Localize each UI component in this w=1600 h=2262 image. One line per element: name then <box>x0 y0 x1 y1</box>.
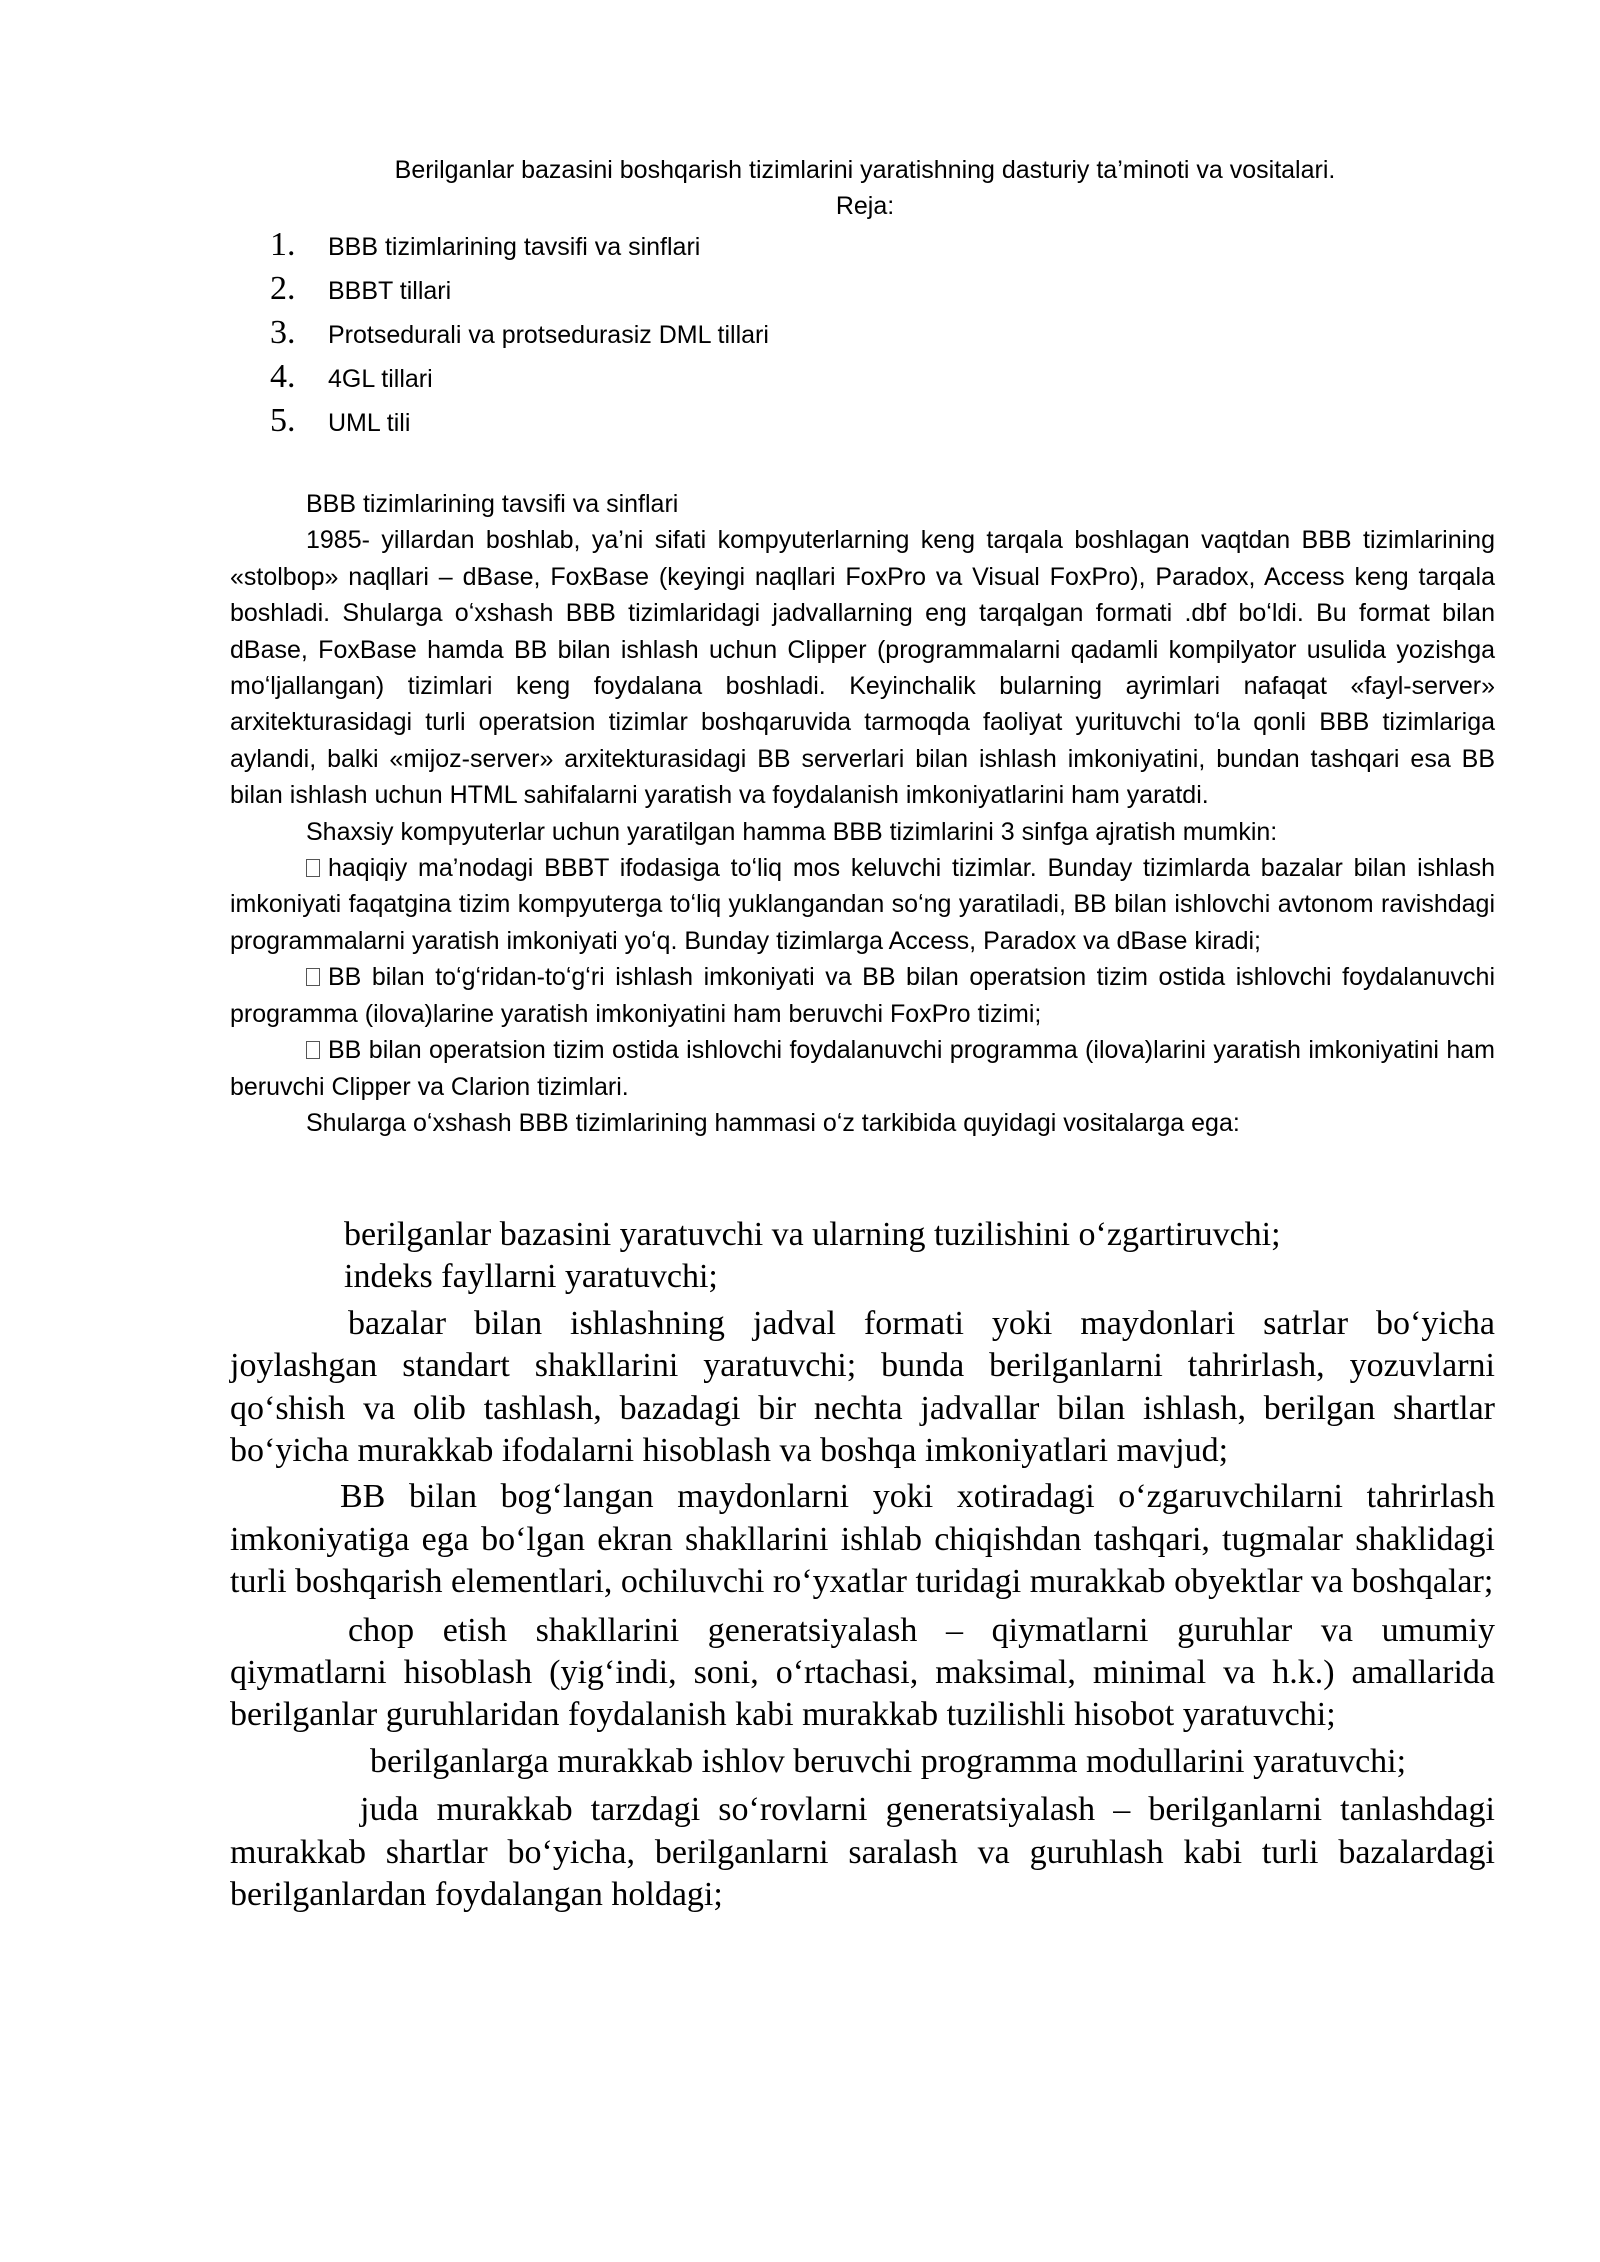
plan-item-text: UML tili <box>328 409 411 437</box>
missing-glyph-bullet-icon <box>306 859 320 877</box>
class-item <box>230 850 1495 959</box>
tool-item: berilganlar bazasini yaratuvchi va ularning tuzilishini oʻzgartiruvchi; <box>344 1216 1281 1253</box>
title-text: Berilganlar bazasini boshqarish tizimlarini yaratishning dasturiy ta’minoti va vositalari. <box>394 156 1336 184</box>
plan-list <box>270 226 769 446</box>
tool-item: juda murakkab tarzdagi soʻrovlarni generatsiyalash – berilganlarni tanlashdagi murakkab shartlar boʻyicha, berilganlarni saralash va guruhlash kabi turli bazalardagi berilganlardan foydalangan holdagi; <box>230 1791 1495 1914</box>
tool-item: berilganlarga murakkab ishlov beruvchi programma modullarini yaratuvchi; <box>370 1742 1407 1780</box>
plan-item-text: Protsedurali va protsedurasiz DML tillari <box>328 321 769 349</box>
plan-item <box>270 402 769 446</box>
plan-item <box>270 314 769 358</box>
paragraph-tools-intro: Shularga oʻxshash BBB tizimlarining hammasi oʻz tarkibida quyidagi vositalarga ega: <box>306 1108 1240 1137</box>
tool-item: chop etish shakllarini generatsiyalash – qiymatlarni guruhlar va umumiy qiymatlarni hisoblash (yigʻindi, soni, oʻrtachasi, maksimal, minimal va h.k.) amallarida berilganlar guruhlaridan foydalanish kabi murakkab tuzilishli hisobot yaratuvchi; <box>230 1611 1495 1734</box>
class-item-text: haqiqiy ma’nodagi BBBT ifodasiga toʻliq mos keluvchi tizimlar. Bunday tizimlarda bazalar bilan ishlash imkoniyati faqatgina tizim kompyuterga toʻliq yuklangandan soʻng yaratiladi, BB bilan ishlovchi avtonom ravishdagi programmalarni yaratish imkoniyati yoʻq. Bunday tizimlarga Access, Paradox va dBase kiradi; <box>230 854 1495 955</box>
class-item <box>230 959 1495 1032</box>
plan-item <box>270 358 769 402</box>
tool-item: BB bilan bogʻlangan maydonlarni yoki xotiradagi oʻzgaruvchilarni tahrirlash imkoniyatiga ega boʻlgan ekran shakllarini ishlab chiqishdan tashqari, tugmalar shaklidagi turli boshqarish elementlari, ochiluvchi roʻyxatlar turidagi murakkab obyektlar va boshqalar; <box>230 1478 1495 1601</box>
section-heading: BBB tizimlarining tavsifi va sinflari <box>306 490 679 518</box>
plan-item <box>270 270 769 314</box>
tools-list <box>230 1214 1495 1917</box>
plan-item-text: BBBT tillari <box>328 277 452 305</box>
plan-item-number: 2. <box>270 270 296 307</box>
paragraph-history: 1985- yillardan boshlab, ya’ni sifati kompyuterlarning keng tarqala boshlagan vaqtdan BBB tizimlarining «stolbop» naqllari – dBase, FoxBase (keyingi naqllari FoxPro va Visual FoxPro), Paradox, Access keng tarqala boshladi. Shularga oʻxshash BBB tizimlaridagi jadvallarning eng tarqalgan formati .dbf boʻldi. Bu format bilan dBase, FoxBase hamda BB bilan ishlash uchun Clipper (programmalarni qadamli kompilyator usulida yozishga moʻljallangan) tizimlari keng foydalana boshladi. Keyinchalik bularning ayrimlari nafaqat «fayl-server» arxitekturasidagi turli operatsion tizimlar boshqaruvida tarmoqda faoliyat yurituvchi toʻla qonli BBB tizimlariga aylandi, balki «mijoz-server» arxitekturasidagi BB serverlari bilan ishlash imkoniyatini, bundan tashqari esa BB bilan ishlash uchun HTML sahifalarni yaratish va foydalanish imkoniyatlarini ham yaratdi. <box>230 526 1495 810</box>
tool-item: indeks fayllarni yaratuvchi; <box>344 1258 718 1296</box>
tool-item: bazalar bilan ishlashning jadval formati yoki maydonlari satrlar boʻyicha joylashgan standart shakllarini yaratuvchi; bunda berilganlarni tahrirlash, yozuvlarni qoʻshish va olib tashlash, bazadagi bir nechta jadvallar bilan ishlash, berilgan shartlar boʻyicha murakkab ifodalarni hisoblash va boshqa imkoniyatlari mavjud; <box>230 1304 1495 1470</box>
plan-item-number: 4. <box>270 358 296 395</box>
plan-item-number: 3. <box>270 314 296 351</box>
missing-glyph-bullet-icon <box>306 1041 320 1059</box>
document-title <box>230 152 1500 224</box>
plan-item <box>270 226 769 270</box>
paragraph-classes-intro: Shaxsiy kompyuterlar uchun yaratilgan hamma BBB tizimlarini 3 sinfga ajratish mumkin: <box>306 817 1278 846</box>
class-item <box>230 1032 1495 1105</box>
plan-heading: Reja: <box>835 192 895 220</box>
class-item-text: BB bilan operatsion tizim ostida ishlovchi foydalanuvchi programma (ilova)larini yaratish imkoniyatini ham beruvchi Clipper va Clarion tizimlari. <box>230 1036 1495 1101</box>
plan-item-number: 5. <box>270 402 296 439</box>
plan-item-text: 4GL tillari <box>328 365 433 393</box>
plan-item-number: 1. <box>270 226 296 263</box>
plan-item-text: BBB tizimlarining tavsifi va sinflari <box>328 233 701 261</box>
section-body <box>230 486 1495 1141</box>
missing-glyph-bullet-icon <box>306 968 320 986</box>
class-item-text: BB bilan toʻgʻridan-toʻgʻri ishlash imkoniyati va BB bilan operatsion tizim ostida ishlovchi foydalanuvchi programma (ilova)larine yaratish imkoniyatini ham beruvchi FoxPro tizimi; <box>230 963 1495 1028</box>
